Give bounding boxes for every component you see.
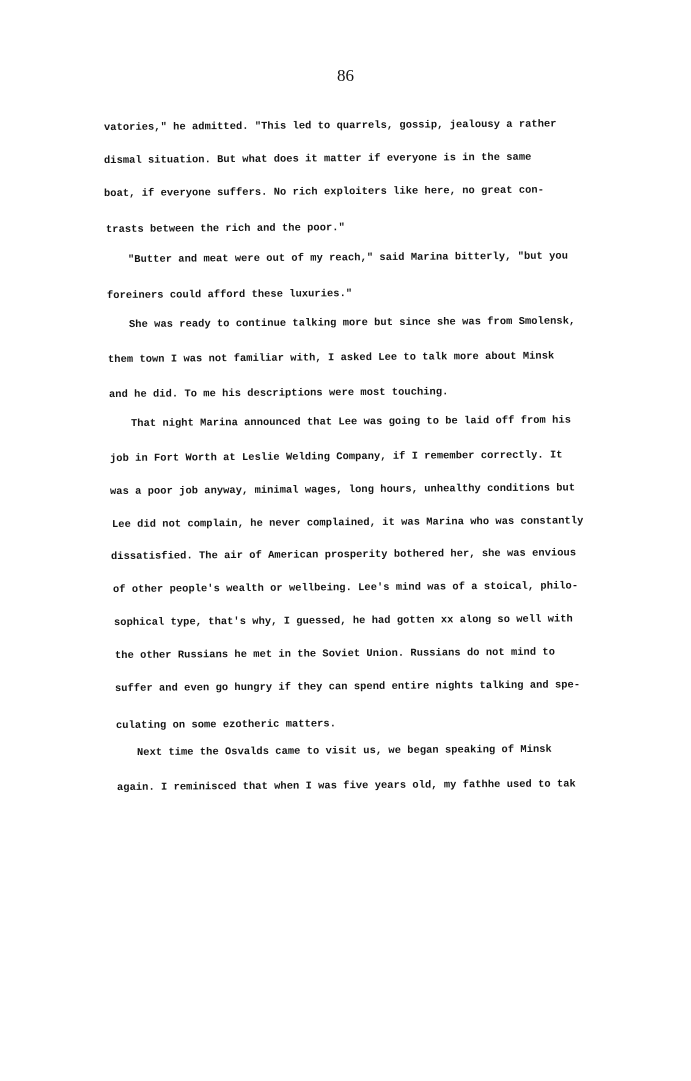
text-line: "Butter and meat were out of my reach," said Marina bitterly, "but you [127,250,569,266]
text-line: them town I was not familiar with, I asked Lee to talk more about Minsk [107,350,555,366]
page-number: 86 [337,66,354,85]
text-line: Next time the Osvalds came to visit us, we began speaking of Minsk [136,743,552,759]
text-line: dismal situation. But what does it matter if everyone is in the same [103,151,532,167]
text-line: She was ready to continue talking more but since she was from Smolensk, [128,315,576,331]
text-line: of other people's wealth or wellbeing. Lee's mind was of a stoical, philo- [112,580,579,596]
text-line: dissatisfied. The air of American prosperity bothered her, she was envious [110,547,577,563]
text-line: Lee did not complain, he never complained, it was Marina who was constantly [111,515,584,531]
text-line: foreiners could afford these luxuries." [106,288,353,302]
text-line: was a poor job anyway, minimal wages, long hours, unhealthy conditions but [109,482,576,498]
text-line: culating on some ezotheric matters. [115,718,337,732]
text-line: trasts between the rich and the poor." [105,222,345,236]
text-line: vatories," he admitted. "This led to quarrels, gossip, jealousy a rather [103,118,557,134]
text-line: sophical type, that's why, I guessed, he had gotten xx along so well with [113,613,573,629]
text-line: and he did. To me his descriptions were most touching. [108,386,449,401]
text-line: job in Fort Worth at Leslie Welding Company, if I remember correctly. It [109,449,563,465]
text-line: again. I reminisced that when I was five years old, my fathhe used to tak [116,778,576,794]
text-line: the other Russians he met in the Soviet Union. Russians do not mind to [114,646,556,662]
text-line: That night Marina announced that Lee was going to be laid off from his [130,414,572,430]
text-line: boat, if everyone suffers. No rich exploiters like here, no great con- [103,184,545,200]
text-line: suffer and even go hungry if they can spend entire nights talking and spe- [114,679,581,695]
